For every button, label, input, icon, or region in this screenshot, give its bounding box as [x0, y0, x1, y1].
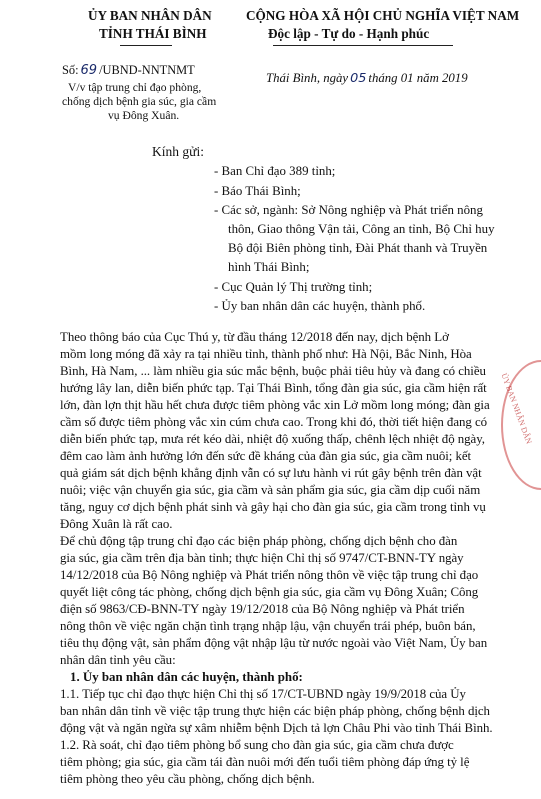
recipient-line: - Cục Quản lý Thị trường tỉnh; — [214, 280, 373, 294]
recipient-line: hình Thái Bình; — [228, 260, 310, 274]
body-line: đêm cao làm ảnh hưởng lớn đến sức đề kháng của đàn gia súc, gia cầm nuôi; kết — [60, 449, 472, 463]
body-line: tiêu thụ động vật, sản phẩm động vật nhập lậu từ nước ngoài vào Việt Nam, Ủy ban — [60, 636, 488, 650]
date-prefix: Thái Bình, ngày — [266, 71, 349, 85]
body-line: Để chủ động tập trung chỉ đạo các biện pháp phòng, chống dịch bệnh cho đàn — [60, 534, 458, 548]
official-seal-text: ỦY BAN NHÂN DÂN — [499, 372, 534, 446]
date-suffix: tháng 01 năm 2019 — [368, 71, 468, 85]
body-line: mồm long móng đã xảy ra tại nhiều tỉnh, thành phố như: Hà Nội, Bắc Ninh, Hòa — [60, 347, 472, 361]
section-1-heading: 1. Ủy ban nhân dân các huyện, thành phố: — [70, 670, 303, 684]
body-line: tăng, nguy cơ dịch bệnh phát sinh và gây hại cho đàn gia súc, gia cầm trong tỉnh vụ — [60, 500, 486, 514]
body-line: lớn, đàn lợn thịt hầu hết chưa được tiêm phòng vắc xin Lở mồm long móng; đàn gia — [60, 398, 490, 412]
body-line: cầm số được tiêm phòng vắc xin cúm chưa cao. Trong khi đó, thời tiết hiện đang có — [60, 415, 488, 429]
section-1-line: 1.1. Tiếp tục chỉ đạo thực hiện Chỉ thị số 17/CT-UBND ngày 19/9/2018 của Ủy — [60, 687, 466, 701]
subject-line-2: chống dịch bệnh gia súc, gia cầm — [62, 95, 217, 108]
recipient-line: - Các sở, ngành: Sở Nông nghiệp và Phát triển nông — [214, 203, 483, 217]
national-motto: Độc lập - Tự do - Hạnh phúc — [268, 26, 430, 41]
body-line: Bình, Hà Nam, ... làm nhiều gia súc mắc bệnh, buộc phải tiêu hủy và đang có chiều — [60, 364, 486, 378]
recipient-line: Bộ đội Biên phòng tỉnh, Đài Phát thanh và Truyền — [228, 241, 488, 255]
date-line — [266, 71, 468, 86]
document-number-suffix: /UBND-NNTNMT — [99, 63, 195, 77]
date-day-handwritten: 05 — [350, 71, 367, 86]
body-line: nuôi; việc vận chuyển gia súc, gia cầm và sản phẩm gia súc, gia cầm dịp cuối năm — [60, 483, 481, 497]
section-1-line: động vật và ngăn ngừa sự xâm nhiễm bệnh Dịch tả lợn Châu Phi vào tỉnh Thái Bình. — [60, 721, 493, 735]
recipient-line: - Báo Thái Bình; — [214, 184, 301, 198]
section-1-line: 1.2. Rà soát, chỉ đạo tiêm phòng bổ sung cho đàn gia súc, gia cầm chưa được — [60, 738, 454, 752]
recipient-line: - Ủy ban nhân dân các huyện, thành phố. — [214, 299, 426, 313]
body-line: Đông Xuân là rất cao. — [60, 517, 173, 531]
recipients-label: Kính gửi: — [152, 144, 204, 159]
agency-name-line1: ỦY BAN NHÂN DÂN — [88, 8, 212, 23]
body-line: điện số 9863/CĐ-BNN-TY ngày 19/12/2018 của Bộ Nông nghiệp và Phát triển — [60, 602, 465, 616]
agency-underline — [120, 45, 172, 46]
national-title: CỘNG HÒA XÃ HỘI CHỦ NGHĨA VIỆT NAM — [246, 8, 520, 23]
body-line: gia súc, gia cầm trên địa bàn tỉnh; thực hiện Chỉ thị số 9747/CT-BNN-TY ngày — [60, 551, 464, 565]
agency-name-line2: TỈNH THÁI BÌNH — [99, 26, 207, 41]
subject-line-3: vụ Đông Xuân. — [108, 109, 180, 122]
recipient-line: thôn, Giao thông Vận tải, Công an tỉnh, Bộ Chỉ huy — [228, 222, 495, 236]
document-number-prefix: Số: — [62, 63, 79, 77]
document-number — [62, 63, 195, 78]
body-line: 14/12/2018 của Bộ Nông nghiệp và Phát triển nông thôn về việc tập trung chỉ đạo — [60, 568, 479, 582]
section-1-line: tiêm phòng theo yêu cầu phòng, chống dịch bệnh. — [60, 772, 315, 786]
document-number-handwritten: 69 — [80, 63, 98, 78]
recipient-line: - Ban Chỉ đạo 389 tỉnh; — [214, 164, 336, 178]
body-line: hướng lây lan, diễn biến phức tạp. Tại Thái Bình, tổng đàn gia súc, gia cầm hiện rất — [60, 381, 487, 395]
body-line: quả giám sát dịch bệnh khẳng định vẫn có sự lưu hành vi rút gây bệnh trên đàn vật — [60, 466, 482, 480]
body-line: Theo thông báo của Cục Thú y, từ đầu tháng 12/2018 đến nay, dịch bệnh Lở — [60, 330, 449, 344]
subject-line-1: V/v tập trung chỉ đạo phòng, — [68, 81, 202, 94]
section-1-line: tiêm phòng; gia súc, gia cầm tái đàn nuôi mới đến tuổi tiêm phòng đáp ứng tỷ lệ — [60, 755, 470, 769]
body-line: diễn biến phức tạp, mưa rét kéo dài, nhiệt độ xuống thấp, chênh lệch nhiệt độ ngày, — [60, 432, 485, 446]
body-line: nông thôn về việc ngăn chặn tình trạng nhập lậu, vận chuyển trái phép, buôn bán, — [60, 619, 476, 633]
section-1-line: ban nhân dân tỉnh về việc tập trung thực hiện các biện pháp phòng, chống bệnh dịch — [60, 704, 490, 718]
motto-underline — [273, 45, 453, 46]
body-line: nhân dân tỉnh yêu cầu: — [60, 653, 176, 667]
body-line: quyết liệt công tác phòng, chống dịch bệnh gia súc, gia cầm vụ Đông Xuân; Công — [60, 585, 479, 599]
